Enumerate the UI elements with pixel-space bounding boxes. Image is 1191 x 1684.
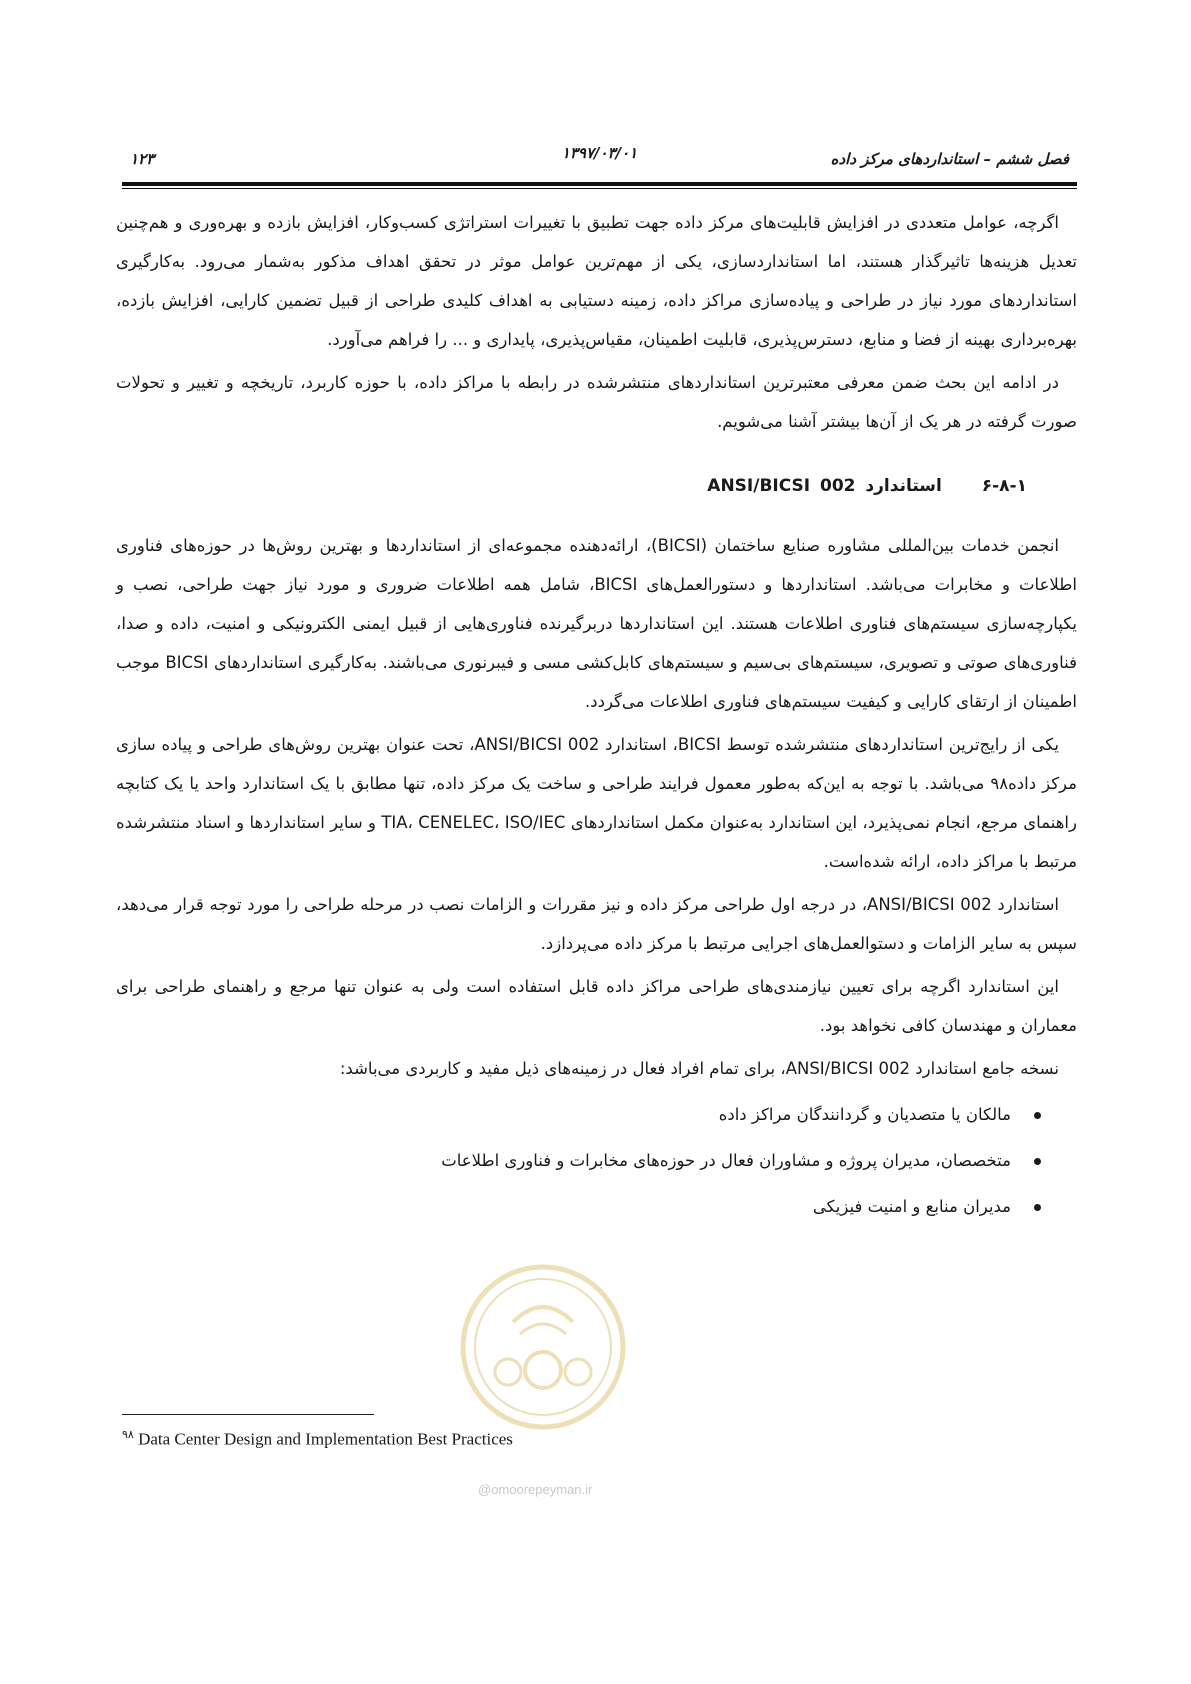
page-number: ۱۲۳ <box>130 150 155 168</box>
watermark-url: @omoorepeyman.ir <box>478 1482 593 1497</box>
section-number: ۶-۸-۱ <box>981 476 1027 496</box>
paragraph: نسخه جامع استاندارد ANSI/BICSI 002، برای تمام افراد فعال در زمینه‌های ذیل مفید و کاربردی می‌باشد: <box>339 1059 1059 1078</box>
list-item: متخصصان، مدیران پروژه و مشاوران فعال در حوزه‌های مخابرات و فناوری اطلاعات <box>116 1138 1045 1184</box>
footnote-text: Data Center Design and Implementation Best Practices <box>138 1429 513 1449</box>
watermark-logo <box>458 1262 628 1432</box>
list-item: مالکان یا متصدیان و گردانندگان مراکز داده <box>116 1092 1045 1138</box>
header-rule-thin <box>122 188 1077 189</box>
body-text <box>116 203 1077 1230</box>
section-heading <box>116 467 1077 506</box>
page-header <box>122 144 1077 176</box>
paragraph: استاندارد ANSI/BICSI 002، در درجه اول طراحی مرکز داده و نیز مقررات و الزامات نصب در مرحله طراحی را مورد توجه قرار می‌دهد، سپس به سایر الزامات و دستوالعمل‌های اجرایی مرتبط با مرکز داده می‌پردازد. <box>116 895 1077 953</box>
list-item: مدیران منابع و امنیت فیزیکی <box>116 1184 1045 1230</box>
paragraph: اگرچه، عوامل متعددی در افزایش قابلیت‌های مرکز داده جهت تطبیق با تغییرات استراتژی کسب‌وکار، افزایش بازده و بهره‌وری و هم‌چنین تعدیل هزینه‌ها تاثیرگذار هستند، اما استانداردسازی، یکی از مهم‌ترین عوامل موثر در تحقق اهداف مذکور به‌شمار می‌رود. به‌کارگیری استانداردهای مورد نیاز در طراحی و پیاده‌سازی مراکز داده، زمینه دستیابی به اهداف کلیدی طراحی از قبیل تضمین کارایی، افزایش بازده، بهره‌برداری بهینه از فضا و منابع، دسترس‌پذیری، قابلیت اطمینان، مقیاس‌پذیری، پایداری و ... را فراهم می‌آورد. <box>116 213 1077 349</box>
footnote-marker: ۹۸ <box>122 1429 134 1441</box>
paragraph: یکی از رایج‌ترین استانداردهای منتشرشده توسط BICSI، استاندارد ANSI/BICSI 002، تحت عنوان بهترین روش‌های طراحی و پیاده سازی مرکز داده۹۸ می‌باشد. با توجه به این‌که به‌طور معمول فرایند طراحی و ساخت یک مرکز داده، تنها مطابق با یک استاندارد واحد یا یک کتابچه راهنمای مرجع، انجام نمی‌پذیرد، این استاندارد به‌عنوان مکمل استانداردهای TIA، CENELEC، ISO/IEC و سایر استانداردها و اسناد منتشرشده مرتبط با مراکز داده، ارائه شده‌است. <box>116 735 1077 871</box>
paragraph: این استاندارد اگرچه برای تعیین نیازمندی‌های طراحی مراکز داده قابل استفاده است ولی به عنوان تنها مرجع و راهنمای طراحی برای معماران و مهندسان کافی نخواهد بود. <box>116 977 1077 1035</box>
chapter-title: فصل ششم – استانداردهای مرکز داده <box>830 150 1069 168</box>
footnote <box>122 1428 513 1450</box>
footnote-rule <box>122 1414 374 1415</box>
bullet-list <box>116 1092 1077 1230</box>
section-title: استاندارد ANSI/BICSI 002 <box>707 476 942 496</box>
paragraph: انجمن خدمات بین‌المللی مشاوره صنایع ساختمان (BICSI)، ارائه‌دهنده مجموعه‌ای از استانداردها و بهترین روش‌ها در حوزه‌های فناوری اطلاعات و مخابرات می‌باشد. استانداردها و دستورالعمل‌های BICSI، شامل همه اطلاعات ضروری و مورد نیاز جهت طراحی، نصب و یکپارچه‌سازی سیستم‌های فناوری اطلاعات هستند. این استانداردها دربرگیرنده فناوری‌هایی از قبیل ایمنی الکترونیکی و امنیت، داده و صدا، فناوری‌های صوتی و تصویری، سیستم‌های بی‌سیم و سیستم‌های کابل‌کشی مسی و فیبرنوری می‌باشند. به‌کارگیری استانداردهای BICSI موجب اطمینان از ارتقای کارایی و کیفیت سیستم‌های فناوری اطلاعات می‌گردد. <box>116 536 1077 711</box>
header-rule-thick <box>122 182 1077 186</box>
paragraph: در ادامه این بحث ضمن معرفی معتبرترین استانداردهای منتشرشده در رابطه با مراکز داده، با حوزه کاربرد، تاریخچه و تغییر و تحولات صورت گرفته در هر یک از آن‌ها بیشتر آشنا می‌شویم. <box>116 373 1077 431</box>
header-date: ۱۳۹۷/۰۳/۰۱ <box>561 144 638 162</box>
